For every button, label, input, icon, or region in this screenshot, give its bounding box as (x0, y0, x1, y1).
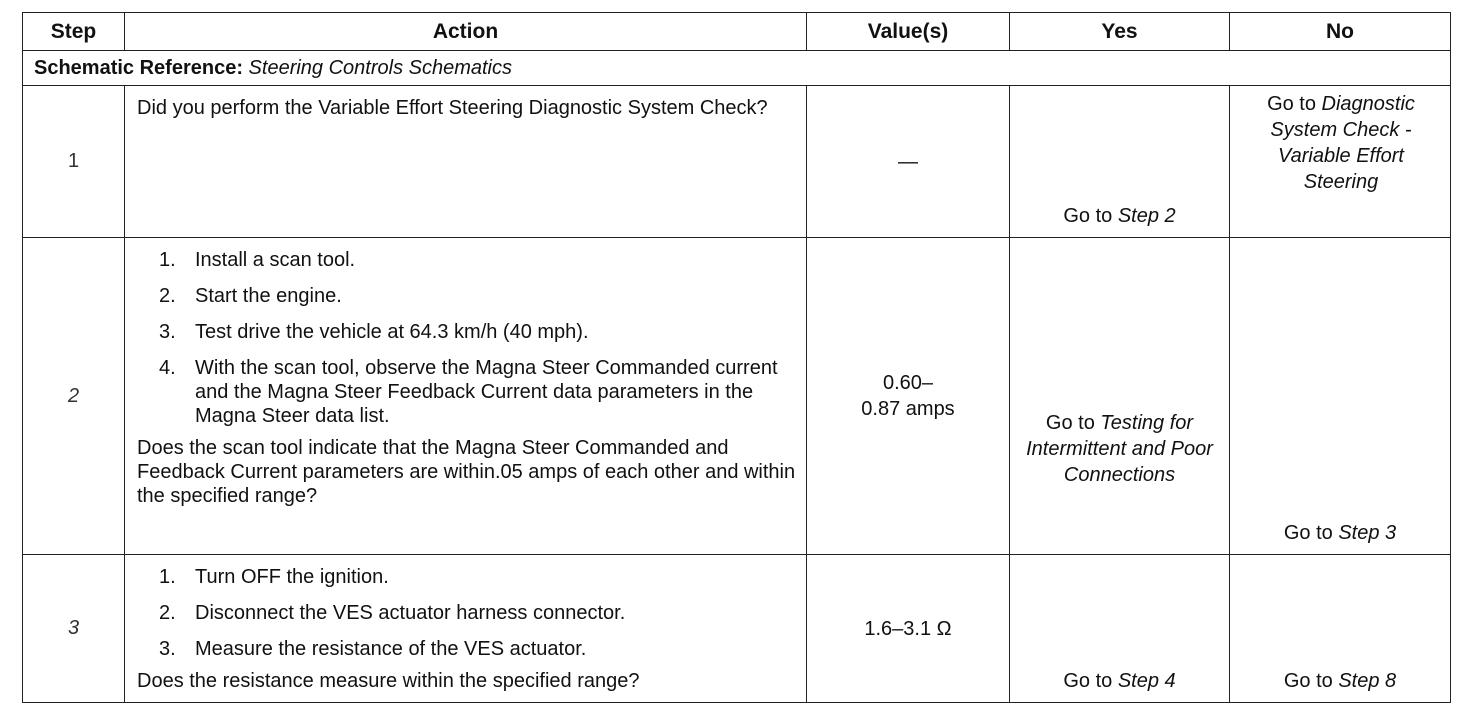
yes-cell (1010, 238, 1230, 555)
table-row-step-1 (23, 86, 1451, 238)
step-number: 3 (23, 555, 125, 703)
action-question: Did you perform the Variable Effort Steering Diagnostic System Check? (137, 97, 768, 119)
yes-cell (1010, 86, 1230, 238)
action-step: 2. Start the engine. (159, 285, 342, 307)
value-cell: 1.6–3.1 Ω (807, 555, 1010, 703)
no-link[interactable] (1230, 668, 1450, 694)
yes-prefix: Go to (1045, 412, 1095, 434)
schematic-reference-label: Schematic Reference: (34, 56, 243, 79)
action-cell (125, 238, 807, 555)
table-row-step-3 (23, 555, 1451, 703)
no-link[interactable] (1230, 520, 1450, 546)
no-cell (1230, 238, 1451, 555)
yes-target: Step 4 (1117, 670, 1176, 692)
schematic-reference (23, 51, 1451, 86)
header-action: Action (125, 13, 807, 51)
value-cell: — (807, 86, 1010, 238)
action-steps (137, 565, 796, 661)
no-target: Diagnostic System Check - Variable Effort Steering (1270, 93, 1415, 193)
action-step: 3. Measure the resistance of the VES actuator. (159, 638, 587, 660)
yes-link[interactable] (1010, 410, 1229, 488)
header-row (23, 13, 1451, 51)
no-prefix: Go to (1283, 670, 1333, 692)
action-question: Does the scan tool indicate that the Magna Steer Commanded and Feedback Current parameters are within.05 amps of each other and within the specified range? (137, 437, 796, 507)
action-cell (125, 86, 807, 238)
yes-target: Testing for Intermittent and Poor Connections (1026, 412, 1213, 486)
value-cell (807, 238, 1010, 555)
yes-link[interactable] (1010, 203, 1229, 229)
step-number: 1 (23, 86, 125, 238)
action-step: 1. Turn OFF the ignition. (159, 566, 389, 588)
yes-target: Step 2 (1117, 205, 1176, 227)
no-prefix: Go to (1267, 93, 1316, 115)
yes-prefix: Go to (1063, 205, 1113, 227)
yes-prefix: Go to (1063, 670, 1113, 692)
action-step: 4. With the scan tool, observe the Magna Steer Commanded current and the Magna Steer Feedback Current data parameters in the Magna Steer data list. (159, 357, 778, 427)
value-line: 0.60– (882, 372, 934, 394)
diagnostic-table-container (22, 12, 1450, 703)
header-step: Step (23, 13, 125, 51)
no-target: Step 8 (1338, 670, 1397, 692)
yes-cell (1010, 555, 1230, 703)
header-yes: Yes (1010, 13, 1230, 51)
action-question: Does the resistance measure within the specified range? (137, 670, 640, 692)
action-step: 3. Test drive the vehicle at 64.3 km/h (40 mph). (159, 321, 589, 343)
step-number: 2 (23, 238, 125, 555)
schematic-reference-row (23, 51, 1451, 86)
no-target: Step 3 (1338, 522, 1397, 544)
header-values: Value(s) (807, 13, 1010, 51)
diagnostic-table (22, 12, 1451, 703)
schematic-reference-link[interactable]: Steering Controls Schematics (248, 56, 512, 79)
yes-link[interactable] (1010, 668, 1229, 694)
header-no: No (1230, 13, 1451, 51)
action-steps (137, 248, 796, 428)
no-link[interactable] (1230, 86, 1450, 195)
action-step: 1. Install a scan tool. (159, 249, 356, 271)
no-cell (1230, 86, 1451, 238)
value-line: 0.87 amps (861, 398, 955, 420)
action-cell (125, 555, 807, 703)
action-step: 2. Disconnect the VES actuator harness connector. (159, 602, 626, 624)
table-row-step-2 (23, 238, 1451, 555)
no-cell (1230, 555, 1451, 703)
no-prefix: Go to (1283, 522, 1333, 544)
